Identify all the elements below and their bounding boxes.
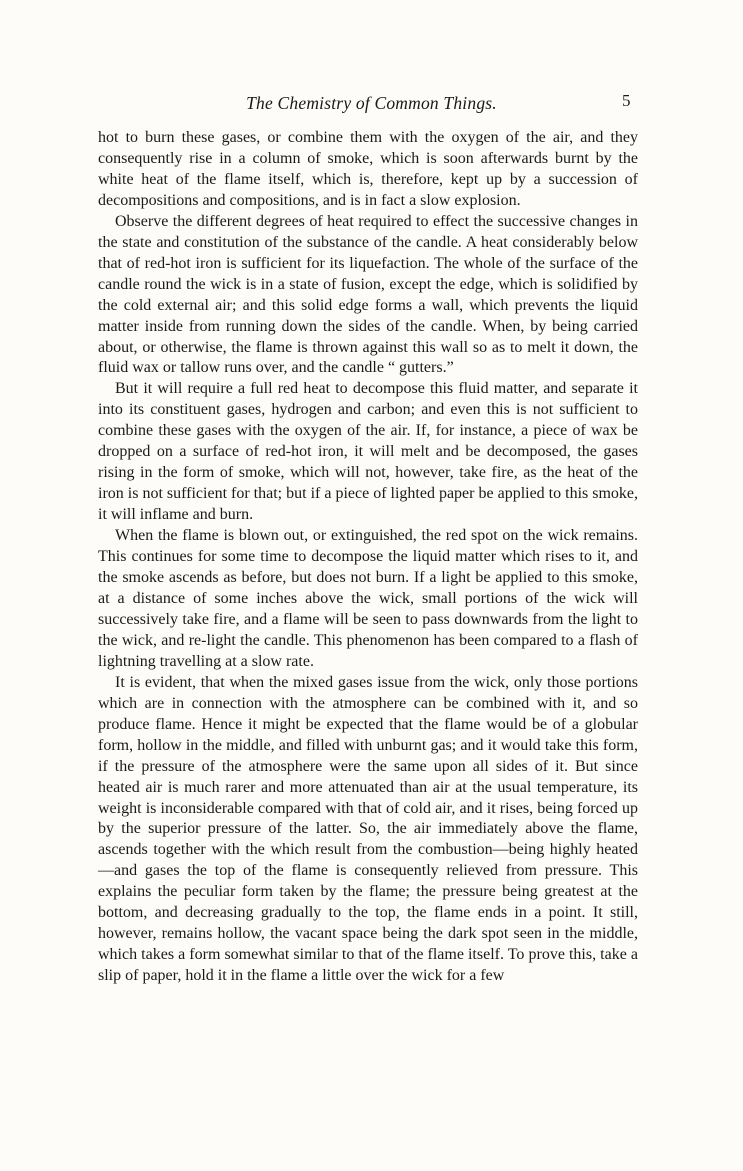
body-text — [98, 128, 638, 987]
paragraph-continuation: hot to burn these gases, or combine them with the oxygen of the air, and they consequently rise in a column of smoke, which is soon afterwards burnt by the white heat of the flame itself, which is, therefore, kept up by a succession of decompositions and compositions, and is in fact a slow explosion. — [98, 129, 638, 209]
paragraph-flame-blown-out: When the flame is blown out, or extinguished, the red spot on the wick remains. This continues for some time to decompose the liquid matter which rises to it, and the smoke ascends as before, but does not burn. If a light be applied to this smoke, at a distance of some inches above the wick, small portions of the wick will successively take fire, and a flame will be seen to pass downwards from the light to the wick, and re-light the candle. This phenomenon has been compared to a flash of lightning travelling at a slow rate. — [98, 527, 638, 670]
page-number: 5 — [622, 91, 631, 110]
paragraph-decomposition: But it will require a full red heat to decompose this fluid matter, and separate it into its constituent gases, hydrogen and carbon; and even this is not sufficient to combine these gases with the oxygen of the air. If, for instance, a piece of wax be dropped on a surface of red-hot iron, it will melt and be decomposed, the gases rising in the form of smoke, which will not, however, take fire, as the heat of the iron is not sufficient for that; but if a piece of lighted paper be applied to this smoke, it will inflame and burn. — [98, 380, 639, 524]
paragraph-flame-form: It is evident, that when the mixed gases issue from the wick, only those portions which are in connection with the atmosphere can be combined with it, and so produce flame. Hence it might be expected that the flame would be of a globular form, hollow in the middle, and filled with unburnt gas; and it would take this form, if the pressure of the atmosphere were the same upon all sides of it. But since heated air is much rarer and more attenuated than air at the usual temperature, its weight is inconsiderable compared with that of cold air, and it rises, being forced up by the superior pressure of the latter. So, the air immediately above the flame, ascends together with the which result from the combustion—being highly heated—and gases the top of the flame is consequently relieved from pressure. This explains the peculiar form taken by the flame; the pressure being greatest at the bottom, and decreasing gradually to the top, the flame ends in a point. It still, however, remains hollow, the vacant space being the dark spot seen in the middle, which takes a form somewhat similar to that of the flame itself. To prove this, take a slip of paper, hold it in the flame a little over the wick for a few — [98, 673, 638, 985]
running-title: The Chemistry of Common Things. — [246, 93, 497, 113]
paragraph-heat-degrees: Observe the different degrees of heat required to effect the successive changes in the state and constitution of the substance of the candle. A heat considerably below that of red-hot iron is sufficient for its liquefaction. The whole of the surface of the candle round the wick is in a state of fusion, except the edge, which is solidified by the cold external air; and this solid edge forms a wall, which prevents the liquid matter inside from running down the sides of the candle. When, by being carried about, or otherwise, the flame is thrown against this wall so as to melt it down, the fluid wax or tallow runs over, and the candle “ gutters.” — [98, 212, 638, 377]
